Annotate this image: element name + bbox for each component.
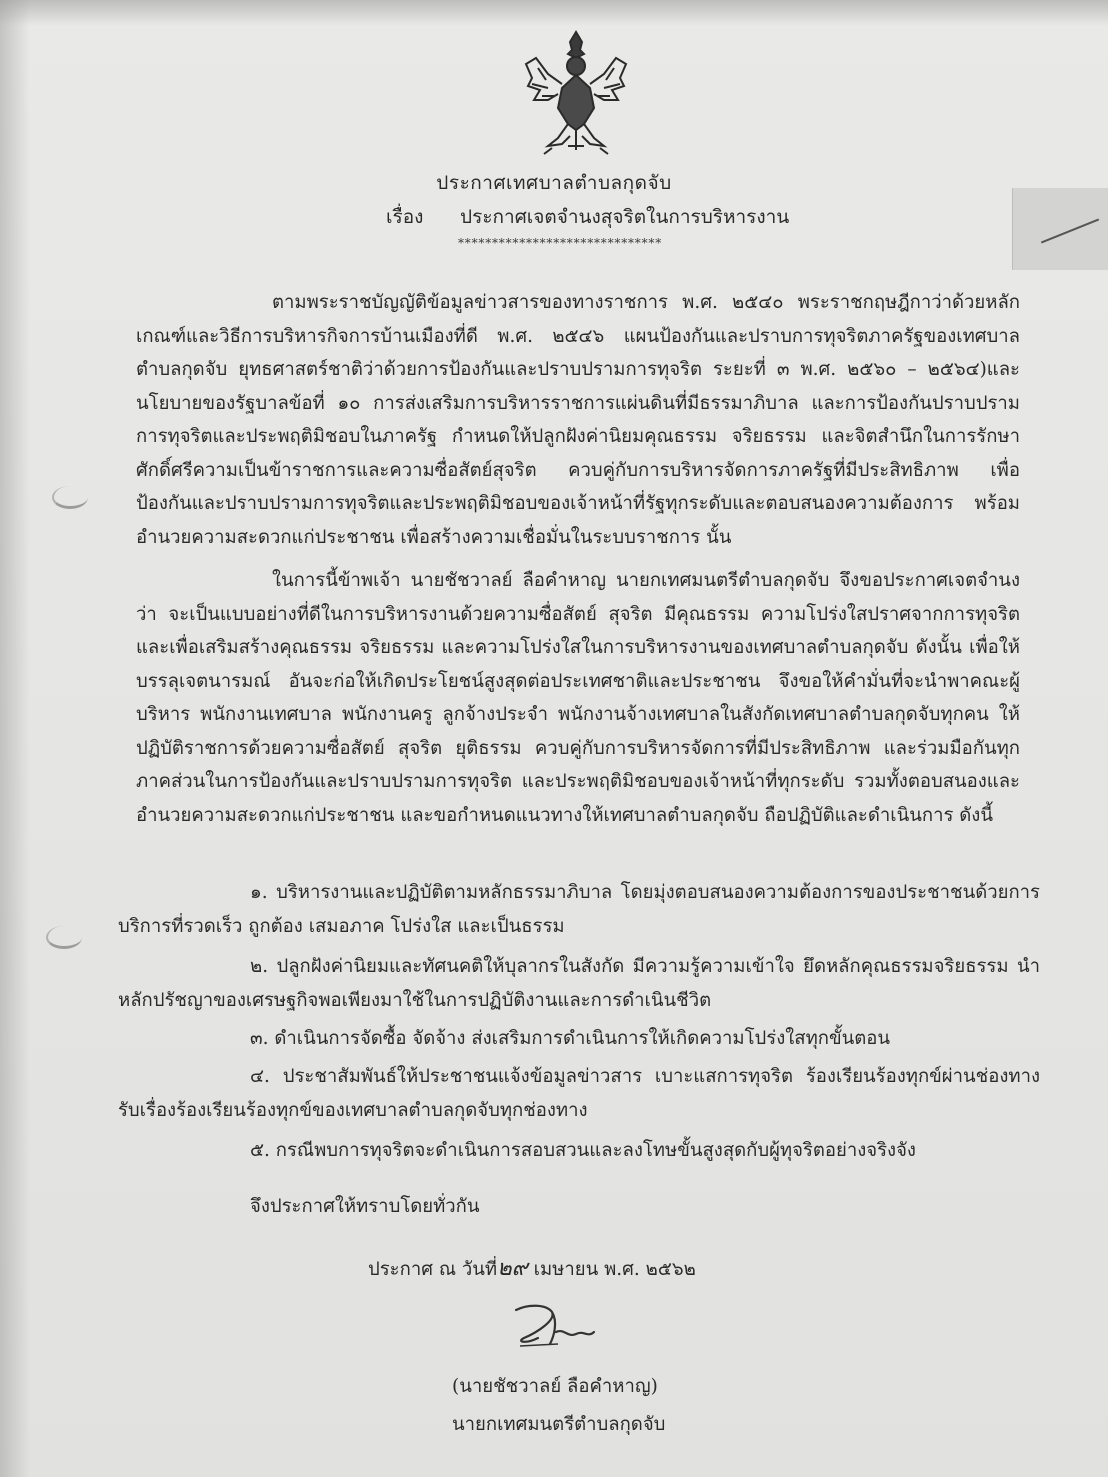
subject-label: เรื่อง: [386, 206, 424, 228]
paper-flap: [1012, 188, 1108, 270]
handwritten-signature: [498, 1298, 608, 1358]
list-item: ๔. ประชาสัมพันธ์ให้ประชาชนแจ้งข้อมูลข่าวสาร เบาะแสการทุจริต ร้องเรียนร้องทุกข์ผ่านช่องทางรับเรื่องร้องเรียนร้องทุกข์ของเทศบาลตำบลกุดจับทุกช่องทาง: [118, 1066, 1040, 1121]
list-item: ๒. ปลูกฝังค่านิยมและทัศนคติให้บุลากรในสังกัด มีความรู้ความเข้าใจ ยึดหลักคุณธรรมจริยธรรม นำหลักปรัชญาของเศรษฐกิจพอเพียงมาใช้ในการปฏิบัติงานและการดำเนินชีวิต: [118, 956, 1040, 1011]
scan-top-shadow: [0, 0, 1108, 26]
date-month-year: เมษายน พ.ศ. ๒๕๖๒: [533, 1259, 696, 1280]
signatory-name: (นายชัชวาลย์ ลือคำหาญ): [452, 1376, 658, 1397]
punch-hole-mark: [46, 926, 82, 949]
pen-mark: [1041, 218, 1099, 243]
garuda-emblem-icon: [518, 28, 634, 156]
list-item: ๓. ดำเนินการจัดซื้อ จัดจ้าง ส่งเสริมการดำเนินการให้เกิดความโปร่งใสทุกขั้นตอน: [250, 1028, 891, 1049]
punch-hole-mark: [52, 486, 88, 509]
list-item: ๕. กรณีพบการทุจริตจะดำเนินการสอบสวนและลงโทษขั้นสูงสุดกับผู้ทุจริตอย่างจริงจัง: [250, 1140, 916, 1161]
list-item: ๑. บริหารงานและปฏิบัติตามหลักธรรมาภิบาล โดยมุ่งตอบสนองความต้องการของประชาชนด้วยการบริการที่รวดเร็ว ถูกต้อง เสมอภาค โปร่งใส และเป็นธรรม: [118, 882, 1040, 937]
closing-statement: จึงประกาศให้ทราบโดยทั่วกัน: [250, 1196, 480, 1217]
subject-line: [386, 202, 789, 232]
date-day: ๒๙: [497, 1256, 528, 1281]
document-title: ประกาศเทศบาลตำบลกุดจับ: [436, 172, 672, 194]
announcement-date: [368, 1250, 696, 1285]
scan-left-shadow: [0, 0, 30, 1477]
body-paragraph-2: ในการนี้ข้าพเจ้า นายชัชวาลย์ ลือคำหาญ นายกเทศมนตรีตำบลกุดจับ จึงขอประกาศเจตจำนงว่า จะเป็นแบบอย่างที่ดีในการบริหารงานด้วยความซื่อสัตย์ สุจริต มีคุณธรรม ความโปร่งใสปราศจากการทุจริต และเพื่อเสริมสร้างคุณธรรม จริยธรรม และความโปร่งใสในการบริหารงานของเทศบาลตำบลกุดจับ ดังนั้น เพื่อให้บรรลุเจตนารมณ์ อันจะก่อให้เกิดประโยชน์สูงสุดต่อประเทศชาติและประชาชน จึงขอให้คำมั่นที่จะนำพาคณะผู้บริหาร พนักงานเทศบาล พนักงานครู ลูกจ้างประจำ พนักงานจ้างเทศบาลในสังกัดเทศบาลตำบลกุดจับทุกคน ให้ปฏิบัติราชการด้วยความซื่อสัตย์ สุจริต ยุติธรรม ควบคู่กับการบริหารจัดการที่มีประสิทธิภาพ และร่วมมือกันทุกภาคส่วนในการป้องกันและปราบปรามการทุจริต และประพฤติมิชอบของเจ้าหน้าที่ทุกระดับ รวมทั้งตอบสนองและอำนวยความสะดวกแก่ประชาชน และขอกำหนดแนวทางให้เทศบาลตำบลกุดจับ ถือปฏิบัติและดำเนินการ ดังนี้: [136, 570, 1020, 826]
signatory-position: นายกเทศมนตรีตำบลกุดจับ: [452, 1414, 666, 1435]
subject-text: ประกาศเจตจำนงสุจริตในการบริหารงาน: [460, 206, 790, 228]
date-prefix: ประกาศ ณ วันที่: [368, 1259, 498, 1280]
body-paragraph-1: ตามพระราชบัญญัติข้อมูลข่าวสารของทางราชการ พ.ศ. ๒๕๔๐ พระราชกฤษฎีกาว่าด้วยหลักเกณฑ์และวิธีการบริหารกิจการบ้านเมืองที่ดี พ.ศ. ๒๕๔๖ แผนป้องกันและปราบการทุจริตภาครัฐของเทศบาลตำบลกุดจับ ยุทธศาสตร์ชาติว่าด้วยการป้องกันและปราบปรามการทุจริต ระยะที่ ๓ พ.ศ. ๒๕๖๐ – ๒๕๖๔)และนโยบายของรัฐบาลข้อที่ ๑๐ การส่งเสริมการบริหารราชการแผ่นดินที่มีธรรมาภิบาล และการป้องกันปราบปรามการทุจริตและประพฤติมิชอบในภาครัฐ กำหนดให้ปลูกฝังค่านิยมคุณธรรม จริยธรรม และจิตสำนึกในการรักษาศักดิ์ศรีความเป็นข้าราชการและความซื่อสัตย์สุจริต ควบคู่กับการบริหารจัดการภาครัฐที่มีประสิทธิภาพ เพื่อป้องกันและปราบปรามการทุจริตและประพฤติมิชอบของเจ้าหน้าที่รัฐทุกระดับและตอบสนองความต้องการ พร้อมอำนวยความสะดวกแก่ประชาชน เพื่อสร้างความเชื่อมั่นในระบบราชการ นั้น: [136, 292, 1020, 548]
title-divider: ******************************: [458, 236, 662, 250]
